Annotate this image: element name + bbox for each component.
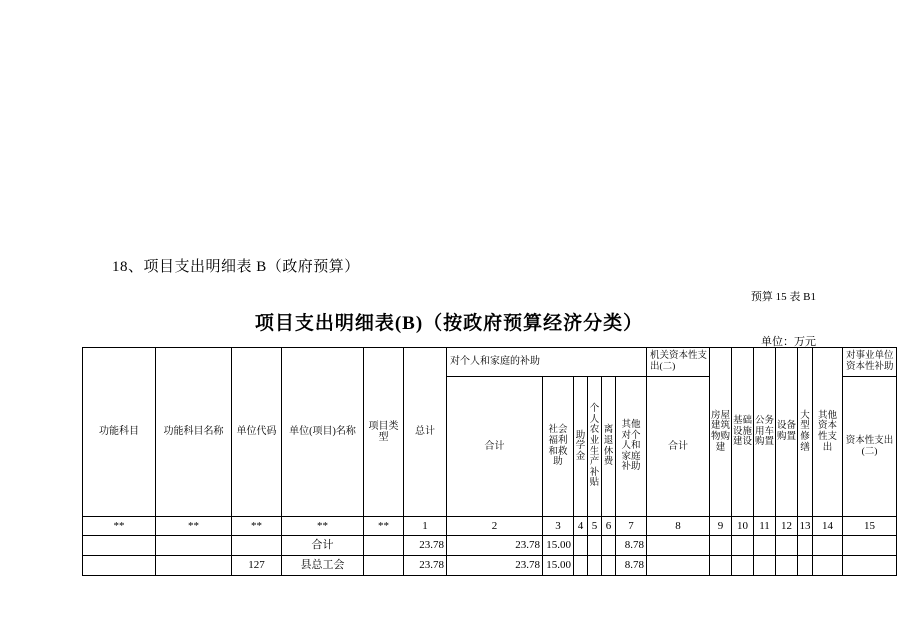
page-title: 项目支出明细表(B)（按政府预算经济分类） [254, 313, 644, 334]
cell-personal-agri-production-subsidy [588, 556, 602, 576]
cell-functional-subject-name [156, 556, 232, 576]
header-capital2-total: 合计 [647, 377, 710, 517]
cell-capital2-total [647, 556, 710, 576]
header-group-capital-2: 机关资本性支出(二) [647, 348, 710, 377]
cell-social-welfare: 15.00 [543, 556, 574, 576]
header-major-repair: 大型修缮 [798, 348, 813, 517]
section-heading: 18、项目支出明细表 B（政府预算） [112, 259, 360, 275]
table-row [83, 536, 897, 556]
colnum-functional-subject: ** [83, 517, 156, 536]
cell-retire-fee [602, 536, 616, 556]
colnum-retire-fee: 6 [602, 517, 616, 536]
colnum-house-build: 9 [710, 517, 732, 536]
colnum-equipment-purchase: 12 [776, 517, 798, 536]
cell-total: 23.78 [404, 536, 447, 556]
cell-other-family-subsidy: 8.78 [616, 556, 647, 576]
colnum-scholarship: 4 [574, 517, 588, 536]
cell-official-vehicle [754, 556, 776, 576]
header-institution-capital-2: 资本性支出(二) [843, 377, 897, 517]
colnum-personal-agri-production-subsidy: 5 [588, 517, 602, 536]
colnum-family-total: 2 [447, 517, 543, 536]
cell-institution-capital-2 [843, 556, 897, 576]
colnum-social-welfare: 3 [543, 517, 574, 536]
cell-unit-project-name: 县总工会 [282, 556, 364, 576]
colnum-official-vehicle: 11 [754, 517, 776, 536]
header-unit-code: 单位代码 [232, 348, 282, 517]
cell-unit-code [232, 536, 282, 556]
cell-family-total: 23.78 [447, 556, 543, 576]
colnum-capital2-total: 8 [647, 517, 710, 536]
cell-other-capital-expense [813, 556, 843, 576]
cell-functional-subject [83, 556, 156, 576]
cell-infrastructure [732, 556, 754, 576]
header-scholarship: 助学金 [574, 377, 588, 517]
cell-project-type [364, 536, 404, 556]
cell-functional-subject [83, 536, 156, 556]
cell-retire-fee [602, 556, 616, 576]
cell-infrastructure [732, 536, 754, 556]
cell-scholarship [574, 556, 588, 576]
colnum-infrastructure: 10 [732, 517, 754, 536]
header-retire-fee: 离退休费 [602, 377, 616, 517]
header-equipment-purchase: 设备购置 [776, 348, 798, 517]
header-functional-subject: 功能科目 [83, 348, 156, 517]
header-other-family-subsidy: 其他对个人和家庭补助 [616, 377, 647, 517]
cell-equipment-purchase [776, 536, 798, 556]
cell-capital2-total [647, 536, 710, 556]
cell-unit-code: 127 [232, 556, 282, 576]
table-header-row-groups [83, 348, 897, 377]
header-infrastructure: 基础设施建设 [732, 348, 754, 517]
table-column-number-row [83, 517, 897, 536]
colnum-total: 1 [404, 517, 447, 536]
header-functional-subject-name: 功能科目名称 [156, 348, 232, 517]
form-code-label: 预算 15 表 B1 [750, 291, 816, 303]
colnum-functional-subject-name: ** [156, 517, 232, 536]
cell-scholarship [574, 536, 588, 556]
cell-major-repair [798, 556, 813, 576]
colnum-project-type: ** [364, 517, 404, 536]
cell-other-capital-expense [813, 536, 843, 556]
cell-institution-capital-2 [843, 536, 897, 556]
cell-house-build [710, 556, 732, 576]
cell-social-welfare: 15.00 [543, 536, 574, 556]
cell-functional-subject-name [156, 536, 232, 556]
header-project-type: 项目类型 [364, 348, 404, 517]
header-social-welfare: 社会福利和救助 [543, 377, 574, 517]
cell-project-type [364, 556, 404, 576]
cell-personal-agri-production-subsidy [588, 536, 602, 556]
cell-house-build [710, 536, 732, 556]
table-row [83, 556, 897, 576]
colnum-unit-project-name: ** [282, 517, 364, 536]
colnum-major-repair: 13 [798, 517, 813, 536]
colnum-unit-code: ** [232, 517, 282, 536]
cell-other-family-subsidy: 8.78 [616, 536, 647, 556]
cell-equipment-purchase [776, 556, 798, 576]
header-group-family-subsidy: 对个人和家庭的补助 [447, 348, 647, 377]
header-group-institution-capital: 对事业单位资本性补助 [843, 348, 897, 377]
header-house-build: 房屋建筑物购建 [710, 348, 732, 517]
header-family-total: 合计 [447, 377, 543, 517]
cell-family-total: 23.78 [447, 536, 543, 556]
header-unit-project-name: 单位(项目)名称 [282, 348, 364, 517]
header-official-vehicle: 公务用车购置 [754, 348, 776, 517]
project-expenditure-table [82, 347, 897, 576]
cell-total: 23.78 [404, 556, 447, 576]
header-personal-agri-production-subsidy: 个人农业生产补贴 [588, 377, 602, 517]
unit-note: 单位：万元 [761, 336, 816, 348]
cell-official-vehicle [754, 536, 776, 556]
colnum-other-capital-expense: 14 [813, 517, 843, 536]
cell-unit-project-name: 合计 [282, 536, 364, 556]
colnum-other-family-subsidy: 7 [616, 517, 647, 536]
cell-major-repair [798, 536, 813, 556]
header-other-capital-expense: 其他资本性支出 [813, 348, 843, 517]
header-total: 总计 [404, 348, 447, 517]
colnum-institution-capital-2: 15 [843, 517, 897, 536]
